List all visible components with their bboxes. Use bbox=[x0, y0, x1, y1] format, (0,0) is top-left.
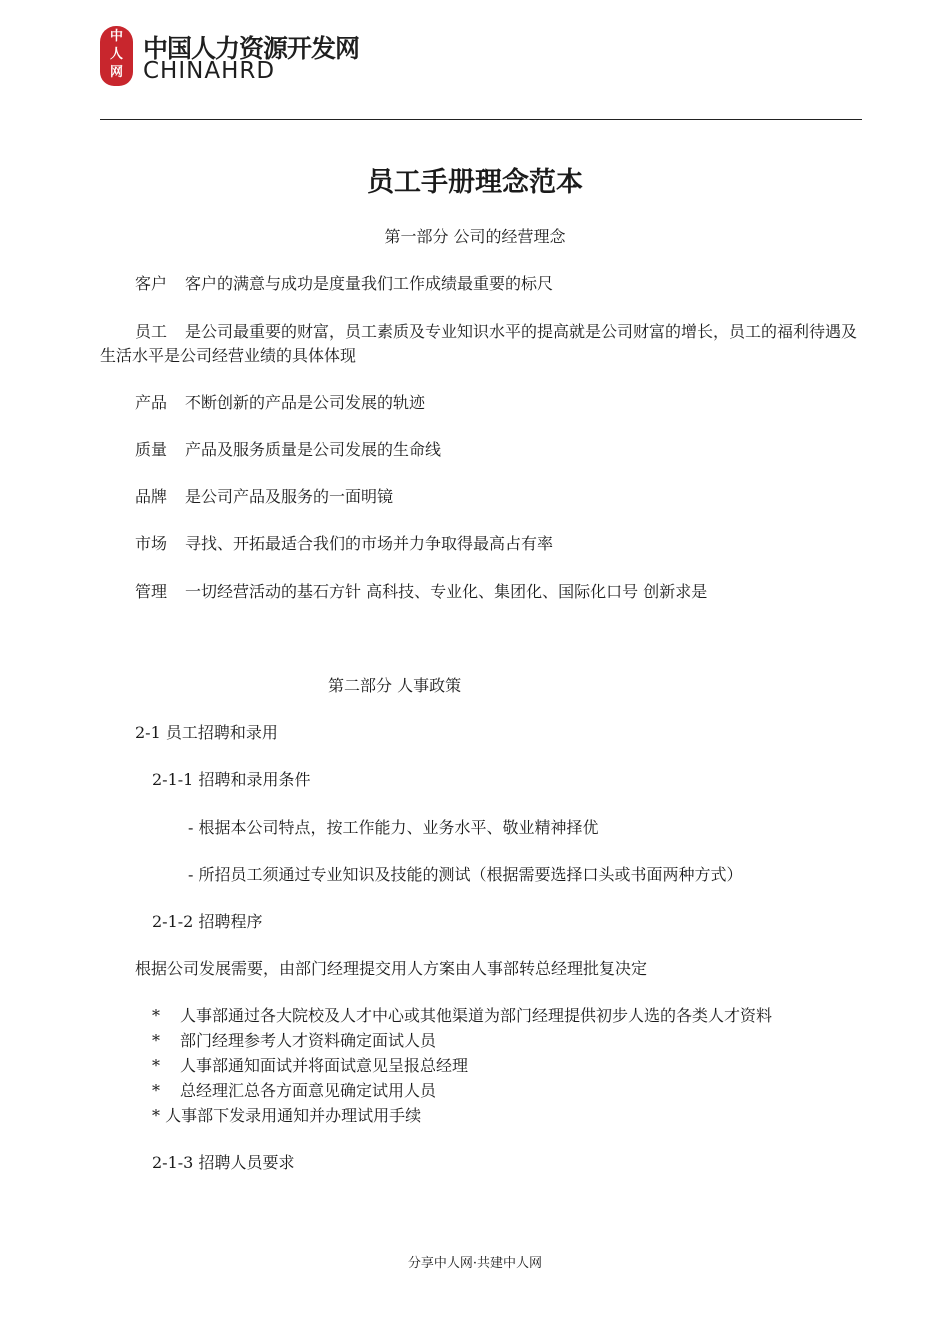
item-customer bbox=[135, 272, 553, 296]
condition-item: - 根据本公司特点，按工作能力、业务水平、敬业精神择优 bbox=[188, 818, 599, 837]
procedure-step bbox=[152, 1029, 436, 1053]
header-divider bbox=[100, 119, 862, 120]
item-employee bbox=[100, 320, 862, 368]
procedure-step: * 人事部下发录用通知并办理试用手续 bbox=[152, 1106, 422, 1125]
page-title: 员工手册理念范本 bbox=[367, 167, 583, 198]
logo-name-cn: 中国人力资源开发网 bbox=[143, 34, 360, 63]
step-text: 部门经理参考人才资料确定面试人员 bbox=[180, 1031, 437, 1050]
part2-heading: 第二部分 人事政策 bbox=[328, 676, 462, 695]
item-text: 不断创新的产品是公司发展的轨迹 bbox=[185, 393, 426, 412]
step-text: 总经理汇总各方面意见确定试用人员 bbox=[180, 1081, 437, 1100]
logo-mark bbox=[100, 26, 133, 86]
logo-mark-char: 人 bbox=[109, 47, 123, 62]
section-2-1-2: 2-1-2 招聘程序 bbox=[152, 912, 263, 931]
item-label: 产品 bbox=[135, 393, 168, 412]
item-label: 客户 bbox=[135, 274, 168, 293]
step-text: 人事部通过各大院校及人才中心或其他渠道为部门经理提供初步人选的各类人才资料 bbox=[180, 1006, 773, 1025]
item-label: 质量 bbox=[135, 440, 168, 459]
item-text: 寻找、开拓最适合我们的市场并力争取得最高占有率 bbox=[185, 534, 554, 553]
item-label: 员工 bbox=[135, 322, 168, 341]
bullet-icon: * bbox=[152, 1031, 160, 1050]
item-text: 一切经营活动的基石方针 高科技、专业化、集团化、国际化口号 创新求是 bbox=[185, 582, 708, 601]
item-label: 管理 bbox=[135, 582, 168, 601]
item-label: 品牌 bbox=[135, 487, 168, 506]
part1-heading: 第一部分 公司的经营理念 bbox=[384, 227, 566, 246]
logo-mark-char: 中 bbox=[109, 29, 123, 44]
procedure-step bbox=[152, 1079, 436, 1103]
item-label: 市场 bbox=[135, 534, 168, 553]
page-footer: 分享中人网·共建中人网 bbox=[407, 1256, 543, 1271]
section-2-1: 2-1 员工招聘和录用 bbox=[135, 723, 278, 742]
bullet-icon: * bbox=[152, 1006, 160, 1025]
item-text: 客户的满意与成功是度量我们工作成绩最重要的标尺 bbox=[185, 274, 554, 293]
bullet-icon: * bbox=[152, 1056, 160, 1075]
procedure-step bbox=[152, 1054, 468, 1078]
item-quality bbox=[135, 438, 441, 462]
procedure-step bbox=[152, 1004, 772, 1028]
logo-mark-char: 网 bbox=[109, 65, 123, 80]
section-2-1-3: 2-1-3 招聘人员要求 bbox=[152, 1153, 295, 1172]
item-brand bbox=[135, 485, 393, 509]
item-text: 产品及服务质量是公司发展的生命线 bbox=[185, 440, 442, 459]
section-2-1-1: 2-1-1 招聘和录用条件 bbox=[152, 770, 311, 789]
step-text: 人事部通知面试并将面试意见呈报总经理 bbox=[180, 1056, 469, 1075]
item-market bbox=[135, 532, 553, 556]
condition-item: - 所招员工须通过专业知识及技能的测试（根据需要选择口头或书面两种方式） bbox=[188, 865, 743, 884]
item-text: 是公司最重要的财富，员工素质及专业知识水平的提高就是公司财富的增长，员工的福利待遇及生活水平是公司经营业绩的具体体现 bbox=[100, 322, 858, 365]
item-management bbox=[135, 580, 707, 604]
item-product bbox=[135, 391, 425, 415]
procedure-intro: 根据公司发展需要，由部门经理提交用人方案由人事部转总经理批复决定 bbox=[135, 959, 648, 978]
item-text: 是公司产品及服务的一面明镜 bbox=[185, 487, 394, 506]
bullet-icon: * bbox=[152, 1081, 160, 1100]
logo-name-en: CHINAHRD bbox=[143, 58, 276, 84]
